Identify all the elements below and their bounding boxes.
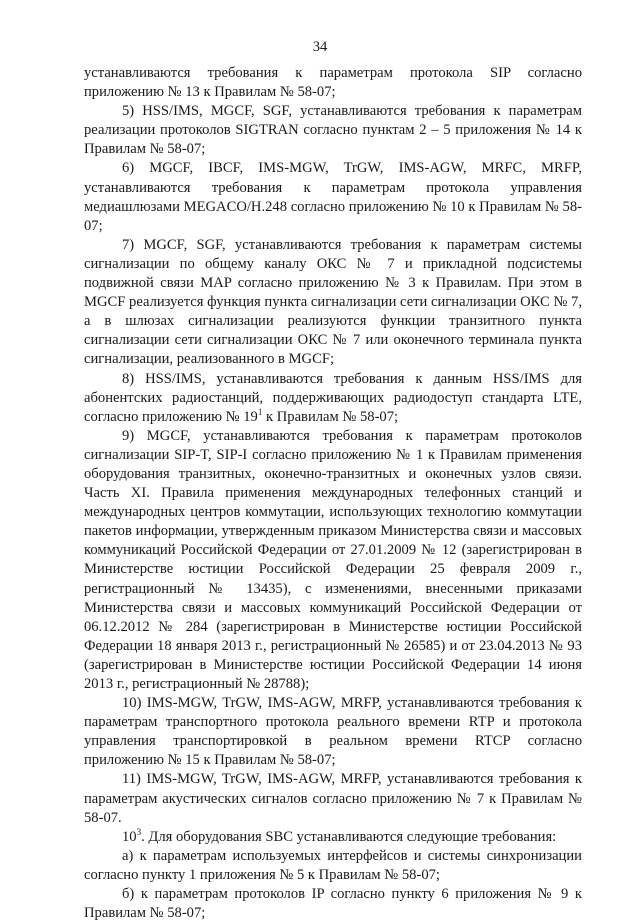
paragraph-text: 6) MGCF, IBCF, IMS-MGW, TrGW, IMS-AGW, MRFC, MRFP, устанавливаются требования к параметрам протокола управления медиашлюзами MEGACO/H.248 согласно приложению № 10 к Правилам № 58-07; xyxy=(84,160,582,234)
paragraph-text: 7) MGCF, SGF, устанавливаются требования к параметрам системы сигнализации по общему каналу ОКС № 7 и прикладной подсистемы подвижной связи MAP согласно приложению № 3 к Правилам. При этом в MGCF реализуется функция пункта сигнализации сети сигнализации ОКС № 7, а в шлюзах сигнализации реализуются функции транзитного пункта сигнализации сети сигнализации ОКС № 7 или оконечного терминала пункта сигнализации, реализованного в MGCF; xyxy=(84,236,582,368)
paragraph-item-8 xyxy=(84,370,582,427)
paragraph-text-after: к Правилам № 58-07; xyxy=(262,408,399,425)
superscript: 1 xyxy=(257,406,263,417)
paragraph-text: б) к параметрам протоколов IP согласно пункту 6 приложения № 9 к Правилам № 58-07; xyxy=(84,886,582,922)
paragraph-item-6 xyxy=(84,159,582,235)
paragraph-text: 11) IMS-MGW, TrGW, IMS-AGW, MRFP, устанавливаются требования к параметрам акустических сигналов согласно приложению № 7 к Правилам № 58-07. xyxy=(84,771,582,826)
paragraph-text: 9) MGCF, устанавливаются требования к параметрам протоколов сигнализации SIP-T, SIP-I согласно приложению № 1 к Правилам применения оборудования транзитных, оконечно-транзитных и оконечных узлов связи. Часть XI. Правила применения международных телефонных станций и международных центров коммутации, использующих технологию коммутации пакетов информации, утвержденным приказом Министерства связи и массовых коммуникаций Российской Федерации от 27.01.2009 № 12 (зарегистрирован в Министерстве юстиции Российской Федерации 25 февраля 2009 г., регистрационный № 13435), с изменениями, внесенными приказами Министерства связи и массовых коммуникаций Российской Федерации от 06.12.2012 № 284 (зарегистрирован в Министерстве юстиции Российской Федерации 18 января 2013 г., регистрационный № 26585) и от 23.04.2013 № 93 (зарегистрирован в Министерстве юстиции Российской Федерации 14 июня 2013 г., регистрационный № 28788); xyxy=(84,427,582,692)
paragraph-text: устанавливаются требования к параметрам протокола SIP согласно приложению № 13 к Правилам № 58-07; xyxy=(84,65,582,101)
paragraph-item-11 xyxy=(84,770,582,827)
paragraph-item-9 xyxy=(84,427,582,694)
paragraph-text: 8) HSS/IMS, устанавливаются требования к данным HSS/IMS для абонентских радиостанций, поддерживающих радиодоступ стандарта LTE, согласно приложению № 19 xyxy=(84,370,582,425)
paragraph-text: 10) IMS-MGW, TrGW, IMS-AGW, MRFP, устанавливаются требования к параметрам транспортного протокола реального времени RTP и протокола управления транспортировкой в реальном времени RTCP согласно приложению № 15 к Правилам № 58-07; xyxy=(84,695,582,769)
section-number: 10 xyxy=(122,828,137,845)
paragraph-continuation xyxy=(84,64,582,102)
paragraph-item-a xyxy=(84,847,582,885)
paragraph-item-b xyxy=(84,885,582,923)
paragraph-item-7 xyxy=(84,236,582,370)
superscript: 3 xyxy=(136,826,142,837)
paragraph-item-10 xyxy=(84,694,582,770)
paragraph-item-5 xyxy=(84,102,582,159)
paragraph-section-10-3 xyxy=(84,828,582,847)
paragraph-text: а) к параметрам используемых интерфейсов и системы синхронизации согласно пункту 1 приложения № 5 к Правилам № 58-07; xyxy=(84,847,582,883)
paragraph-text: 5) HSS/IMS, MGCF, SGF, устанавливаются требования к параметрам реализации протоколов SIGTRAN согласно пунктам 2 – 5 приложения № 14 к Правилам № 58-07; xyxy=(84,103,582,158)
page-number: 34 xyxy=(312,39,328,55)
document-body xyxy=(84,64,582,923)
paragraph-text-after: . Для оборудования SBC устанавливаются следующие требования: xyxy=(141,828,557,845)
